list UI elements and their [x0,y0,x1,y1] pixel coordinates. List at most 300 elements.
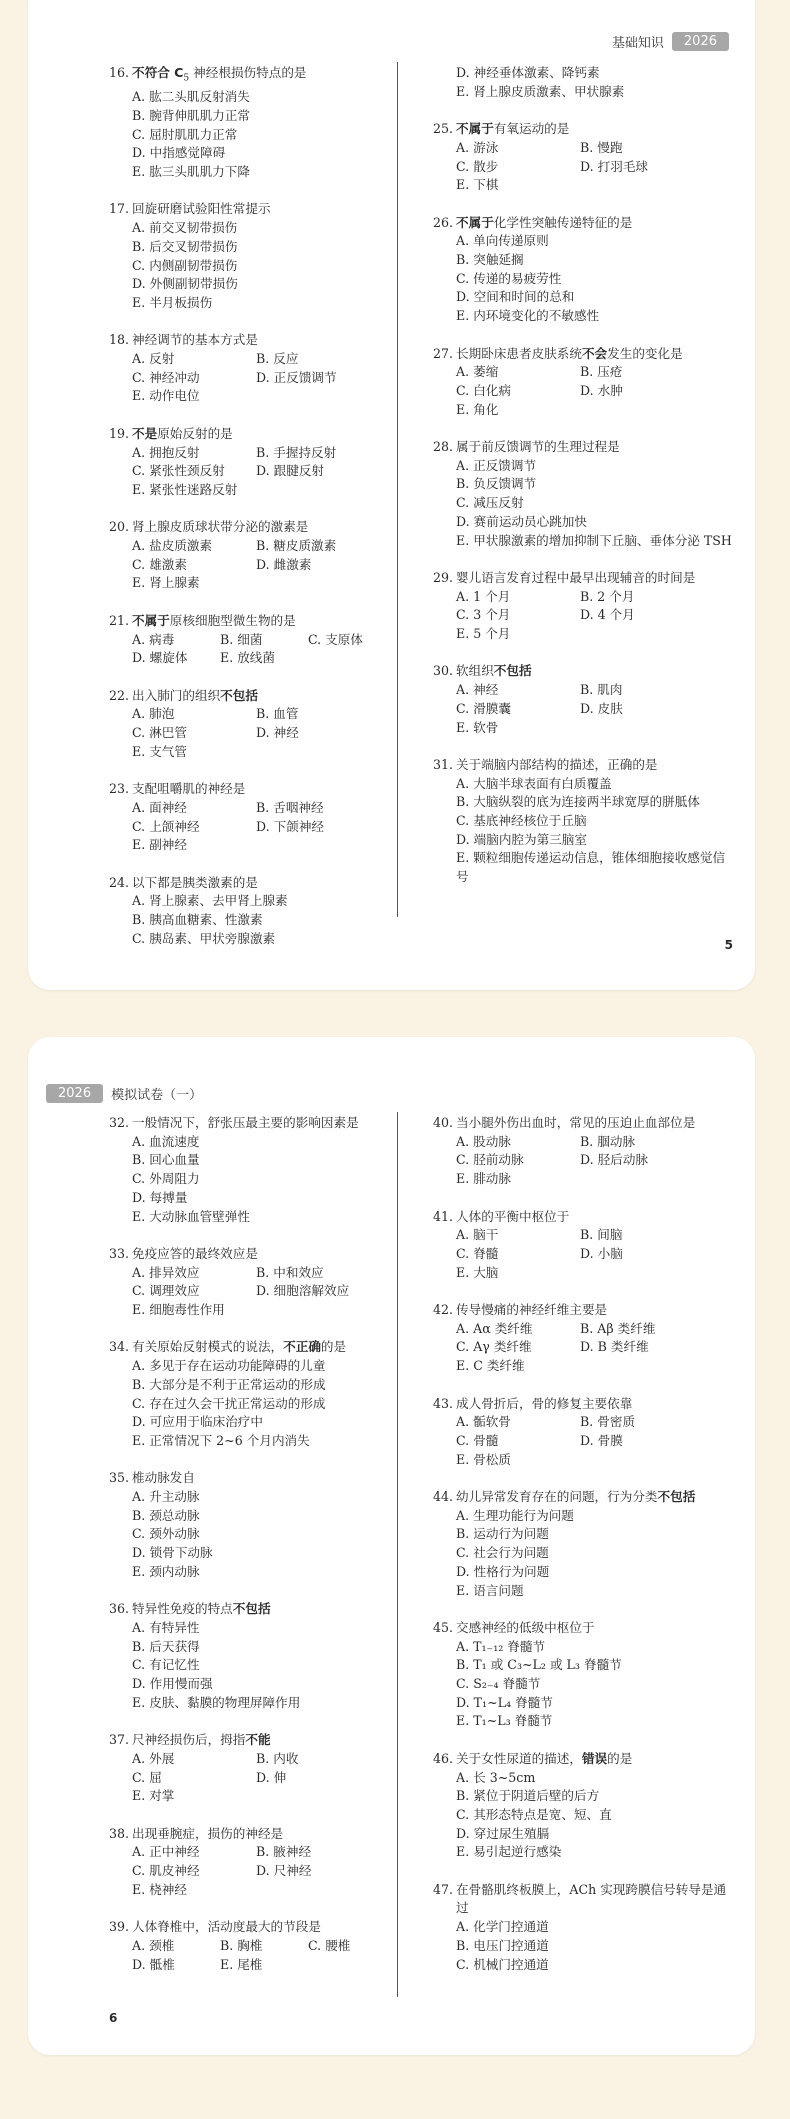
question-stem [109,780,409,799]
answer-option [456,588,580,607]
answer-option [456,1937,733,1956]
option-text: D. B 类纤维 [580,1339,649,1355]
options [456,681,733,737]
emphasis-text: 不属于 [132,612,170,628]
answer-option [580,1320,704,1339]
stem-segment: 的是 [320,1339,347,1355]
answer-option [456,475,733,494]
option-text: A. 外展 [132,1750,175,1766]
answer-option [132,1956,220,1975]
answer-option [132,387,256,406]
option-text: C. 外周阻力 [132,1171,200,1187]
question-stem [109,425,409,444]
options [132,1750,409,1806]
answer-option [132,818,256,837]
option-text: D. 皮肤 [580,700,623,716]
option-text: A. 肾上腺素、去甲肾上腺素 [132,893,288,909]
question-text [132,687,409,706]
question [109,1469,409,1581]
options [132,1357,409,1451]
question-text [132,1825,409,1844]
question [109,687,409,762]
option-text: B. T₁ 或 C₃~L₂ 或 L₃ 脊髓节 [456,1657,622,1673]
answer-option [256,1843,380,1862]
stem-segment: 有关原始反射模式的说法， [132,1339,284,1355]
option-text: E. 半月板损伤 [132,294,213,310]
question [433,345,733,420]
options [132,705,409,761]
emphasis-text: 不属于 [456,214,494,230]
question [109,425,409,500]
option-text: A. 颈椎 [132,1937,175,1953]
stem-segment: 有氧运动的是 [493,121,570,137]
question-number: 17. [109,201,130,217]
question [433,1881,733,1975]
option-text: C. 基底神经核位于丘脑 [456,813,587,829]
option-text: A. 肱二头肌反射消失 [132,89,250,105]
option-text: E. 细胞毒性作用 [132,1302,225,1318]
question [109,874,409,949]
answer-option [220,631,308,650]
answer-option [256,1282,380,1301]
option-text: B. 颈总动脉 [132,1507,200,1523]
question-stem [433,1881,733,1918]
question-text [456,345,733,364]
answer-option [456,382,580,401]
answer-option [132,724,256,743]
question-stem [109,64,409,88]
options [456,139,733,195]
option-text: E. 大动脉血管壁弹性 [132,1208,250,1224]
page-number: 5 [724,938,733,952]
answer-option [456,494,733,513]
answer-option [256,705,380,724]
option-text: B. 细菌 [220,631,263,647]
question-text [132,874,409,893]
option-text: D. 端脑内腔为第三脑室 [456,831,587,847]
answer-option [256,1750,380,1769]
answer-option [456,1320,580,1339]
answer-option [132,574,256,593]
answer-option [456,513,733,532]
stem-segment: 免疫应答的最终效应是 [132,1245,258,1261]
stem-segment: 的是 [607,1750,633,1766]
question-stem [433,1395,733,1414]
option-text: A. 大脑半球表面有白质覆盖 [456,775,612,791]
option-text: A. 单向传递原则 [456,233,549,249]
answer-option [220,1956,308,1975]
option-text: E. 尾椎 [220,1956,263,1972]
answer-option [580,158,704,177]
option-text: D. 骨膜 [580,1432,623,1448]
question [109,200,409,312]
answer-option [132,799,256,818]
emphasis-text: 不包括 [493,663,532,679]
option-text: A. 有特异性 [132,1619,200,1635]
page-header [604,32,729,51]
option-text: E. 皮肤、黏膜的物理屏障作用 [132,1694,301,1710]
option-text: A. 排异效应 [132,1264,200,1280]
answer-option [580,1151,704,1170]
answer-option [580,606,704,625]
option-text: D. 神经 [256,725,299,741]
answer-option [256,462,380,481]
answer-option [132,705,256,724]
option-text: A. 前交叉韧带损伤 [132,220,238,236]
option-text: E. C 类纤维 [456,1358,525,1374]
option-text: C. 胰岛素、甲状旁腺激素 [132,930,276,946]
answer-option [456,831,733,850]
option-text: B. 腘动脉 [580,1133,636,1149]
answer-option [456,363,580,382]
options [456,1918,733,1974]
stem-segment: 人体脊椎中，活动度最大的节段是 [132,1919,321,1935]
answer-option [456,532,733,551]
answer-option [456,1264,580,1283]
left-column [109,1114,409,1974]
stem-segment: 原核细胞型微生物的是 [169,612,296,628]
option-text: D. 中指感觉障碍 [132,145,226,161]
option-text: D. 赛前运动员心跳加快 [456,513,587,529]
option-text: A. 化学门控通道 [456,1919,549,1935]
question-text [132,1114,409,1133]
answer-option [132,892,409,911]
option-text: E. 紧张性迷路反射 [132,481,238,497]
answer-option [256,1769,380,1788]
question-number: 21. [109,612,130,628]
question-number: 44. [433,1489,454,1504]
option-text: B. 回心血量 [132,1152,200,1168]
stem-segment: 长期卧床患者皮肤系统 [456,345,582,361]
option-text: D. 细胞溶解效应 [256,1283,350,1299]
option-text: D. 穿过尿生殖膈 [456,1825,550,1841]
question-stem [433,1619,733,1638]
question-number: 32. [109,1115,130,1130]
question-text [132,1731,409,1750]
header-title: 模拟试卷（一） [111,1088,203,1103]
option-text: B. 糖皮质激素 [256,538,337,554]
stem-segment: 一般情况下，舒张压最主要的影响因素是 [132,1115,359,1130]
option-text: D. 骶椎 [132,1956,175,1972]
answer-option [456,1825,733,1844]
question-text [132,1245,409,1264]
emphasis-text: 不正确 [283,1339,321,1355]
options [132,1843,409,1899]
question-text [456,214,733,233]
question-text [132,1338,409,1357]
option-text: B. 压疮 [580,364,623,380]
options [132,1937,409,1974]
question-text [132,612,409,631]
option-text: E. 正常情况下 2~6 个月内消失 [132,1432,310,1448]
answer-option [256,1862,380,1881]
option-text: A. 盐皮质激素 [132,538,213,554]
answer-option [132,350,256,369]
answer-option [456,1151,580,1170]
stem-segment: 传导慢痛的神经纤维主要是 [456,1302,608,1317]
answer-option [456,139,580,158]
answer-option [456,1170,580,1189]
option-text: C. 存在过久会干扰正常运动的形成 [132,1395,326,1411]
answer-option [256,350,380,369]
option-text: A. 神经 [456,682,499,698]
answer-option [456,270,733,289]
answer-option [456,849,733,886]
question-number: 20. [109,519,130,535]
answer-option [132,238,409,257]
option-text: B. 负反馈调节 [456,476,537,492]
option-text: C. 屈肘肌肌力正常 [132,126,238,142]
question-number: 43. [433,1395,454,1411]
answer-option [456,1956,733,1975]
question-number: 46. [433,1750,454,1766]
option-text: A. 长 3~5cm [456,1769,536,1785]
question-stem [433,1488,733,1507]
option-text: E. 肱三头肌肌力下降 [132,164,250,180]
option-text: C. 骨髓 [456,1432,499,1448]
answer-option [132,481,256,500]
answer-option [132,556,256,575]
stem-segment: 特异性免疫的特点 [132,1601,233,1617]
stem-segment: 神经根损伤特点的是 [189,65,307,80]
question [109,780,409,855]
question-stem [109,1825,409,1844]
stem-segment: 软组织 [456,663,494,679]
options [456,1638,733,1732]
answer-option [456,1675,733,1694]
answer-option [256,369,380,388]
stem-segment: 出现垂腕症，损伤的神经是 [132,1825,284,1841]
answer-option [456,176,580,195]
stem-segment: 交感神经的低级中枢位于 [456,1619,595,1635]
option-text: B. 内收 [256,1750,299,1766]
question [433,1750,733,1862]
answer-option [456,401,580,420]
answer-option [456,625,580,644]
option-text: A. 病毒 [132,631,175,647]
option-text: B. 血管 [256,706,299,722]
option-text: B. Aβ 类纤维 [580,1320,656,1336]
answer-option [456,288,733,307]
question-text [132,1600,409,1619]
question-number: 27. [433,345,454,361]
options [132,1488,409,1582]
answer-option [456,793,733,812]
question-number: 41. [433,1208,454,1224]
answer-option [456,1918,733,1937]
question-text [456,1488,733,1507]
question-stem [433,1208,733,1227]
option-text: C. 调理效应 [132,1283,200,1299]
emphasis-text: 不会 [581,345,608,361]
answer-option [456,1712,733,1731]
option-text: A. 1 个月 [456,588,511,604]
option-text: C. 有记忆性 [132,1657,200,1673]
option-text: C. 支原体 [308,631,363,647]
answer-option [456,1563,733,1582]
answer-option [132,649,220,668]
question [109,1114,409,1226]
answer-option [132,275,409,294]
option-text: D. 外侧副韧带损伤 [132,276,238,292]
question-stem [109,1731,409,1750]
option-text: E. 5 个月 [456,626,511,642]
question-stem [109,1338,409,1357]
answer-option [132,1133,409,1152]
question-number: 33. [109,1245,130,1261]
stem-segment: 回旋研磨试验阳性常提示 [132,201,271,217]
question-text [456,1301,733,1320]
option-text: B. 电压门控通道 [456,1937,549,1953]
answer-option [456,232,733,251]
stem-segment: 幼儿异常发育存在的问题，行为分类 [456,1489,658,1504]
options [456,64,733,101]
question-text [132,200,409,219]
answer-option [132,1151,409,1170]
option-text: B. 胸椎 [220,1937,263,1953]
answer-option [132,1208,409,1227]
answer-option [132,1675,409,1694]
option-text: D. 打羽毛球 [580,158,649,174]
emphasis-text: 不包括 [657,1489,696,1504]
option-text: B. 大脑纵裂的底为连接两半球宽厚的胼胝体 [456,794,700,810]
options [132,350,409,406]
emphasis-text: 不包括 [232,1601,271,1617]
option-text: A. 肺泡 [132,706,175,722]
option-text: A. 脑干 [456,1227,499,1243]
stem-segment: 在骨骼肌终板膜上，ACh 实现跨膜信号转导是通过 [456,1881,727,1916]
option-text: E. 副神经 [132,837,187,853]
question [433,214,733,326]
question-number: 31. [433,756,454,772]
question-stem [433,120,733,139]
stem-segment: 化学性突触传递特征的是 [493,214,633,230]
option-text: C. 紧张性颈反射 [132,463,225,479]
answer-option [132,163,409,182]
answer-option [456,606,580,625]
option-text: E. 颈内动脉 [132,1563,200,1579]
year-badge: 2026 [46,1084,103,1103]
option-text: A. 生理功能行为问题 [456,1507,574,1523]
option-text: C. 传递的易疲劳性 [456,270,562,286]
answer-option [456,1338,580,1357]
option-text: D. 4 个月 [580,607,635,623]
answer-option [220,649,308,668]
answer-option [456,1656,733,1675]
options [132,1264,409,1320]
question-number: 45. [433,1619,454,1635]
answer-option [132,1189,409,1208]
question-number: 19. [109,425,130,441]
subscript-text: 5 [183,73,190,84]
option-text: D. 空间和时间的总和 [456,289,575,305]
answer-option [580,1133,704,1152]
left-column [109,64,409,948]
option-text: C. 滑膜囊 [456,700,511,716]
question [433,756,733,887]
answer-option [456,1525,733,1544]
option-text: B. 腋神经 [256,1844,312,1860]
option-text: A. 面神经 [132,799,187,815]
answer-option [132,369,256,388]
question-number: 39. [109,1919,130,1935]
answer-option [580,700,704,719]
answer-option [132,444,256,463]
options [132,1619,409,1713]
options [132,88,409,182]
option-text: A. 股动脉 [456,1133,511,1149]
option-text: D. 下颌神经 [256,818,325,834]
answer-option [456,1582,733,1601]
question-stem [109,687,409,706]
option-text: D. 正反馈调节 [256,369,337,385]
answer-option [132,911,409,930]
year-badge: 2026 [672,32,729,51]
question [109,612,409,668]
option-text: C. 神经冲动 [132,369,200,385]
option-text: E. 骨松质 [456,1451,511,1467]
options [132,892,409,948]
answer-option [256,556,380,575]
answer-option [132,1413,409,1432]
answer-option [132,1638,409,1657]
option-text: C. 颈外动脉 [132,1526,200,1542]
question-stem [109,1600,409,1619]
question-number: 37. [109,1732,130,1748]
question-text [456,1881,733,1918]
option-text: E. T₁~L₃ 脊髓节 [456,1713,553,1729]
question-number: 38. [109,1825,130,1841]
options [456,1769,733,1863]
question-number: 16. [109,65,130,80]
answer-option [132,1619,409,1638]
answer-option [132,462,256,481]
question-number: 22. [109,687,130,703]
question-stem [433,662,733,681]
answer-option [132,88,409,107]
options [456,232,733,326]
emphasis-text: 错误 [581,1750,608,1766]
answer-option [132,1862,256,1881]
stem-segment: 支配咀嚼肌的神经是 [132,781,246,797]
emphasis-text: 不符合 C [132,65,184,80]
question [109,1600,409,1712]
question-text [132,1469,409,1488]
question [433,1114,733,1189]
question-number: 40. [433,1115,454,1130]
emphasis-text: 不包括 [220,687,258,703]
option-text: C. 散步 [456,158,499,174]
answer-option [456,307,733,326]
answer-option [456,457,733,476]
option-text: C. 腰椎 [308,1937,351,1953]
option-text: A. 萎缩 [456,364,499,380]
option-text: B. 2 个月 [580,588,635,604]
answer-option [132,107,409,126]
answer-option [456,812,733,831]
option-text: E. 肾上腺皮质激素、甲状腺素 [456,83,625,99]
answer-option [132,537,256,556]
option-text: A. 正反馈调节 [456,457,537,473]
question-stem [109,1245,409,1264]
question-stem [433,1114,733,1133]
answer-option [256,724,380,743]
answer-option [456,1694,733,1713]
question-number: 36. [109,1601,130,1617]
question-stem [109,200,409,219]
answer-option [456,1638,733,1657]
answer-option [580,588,704,607]
